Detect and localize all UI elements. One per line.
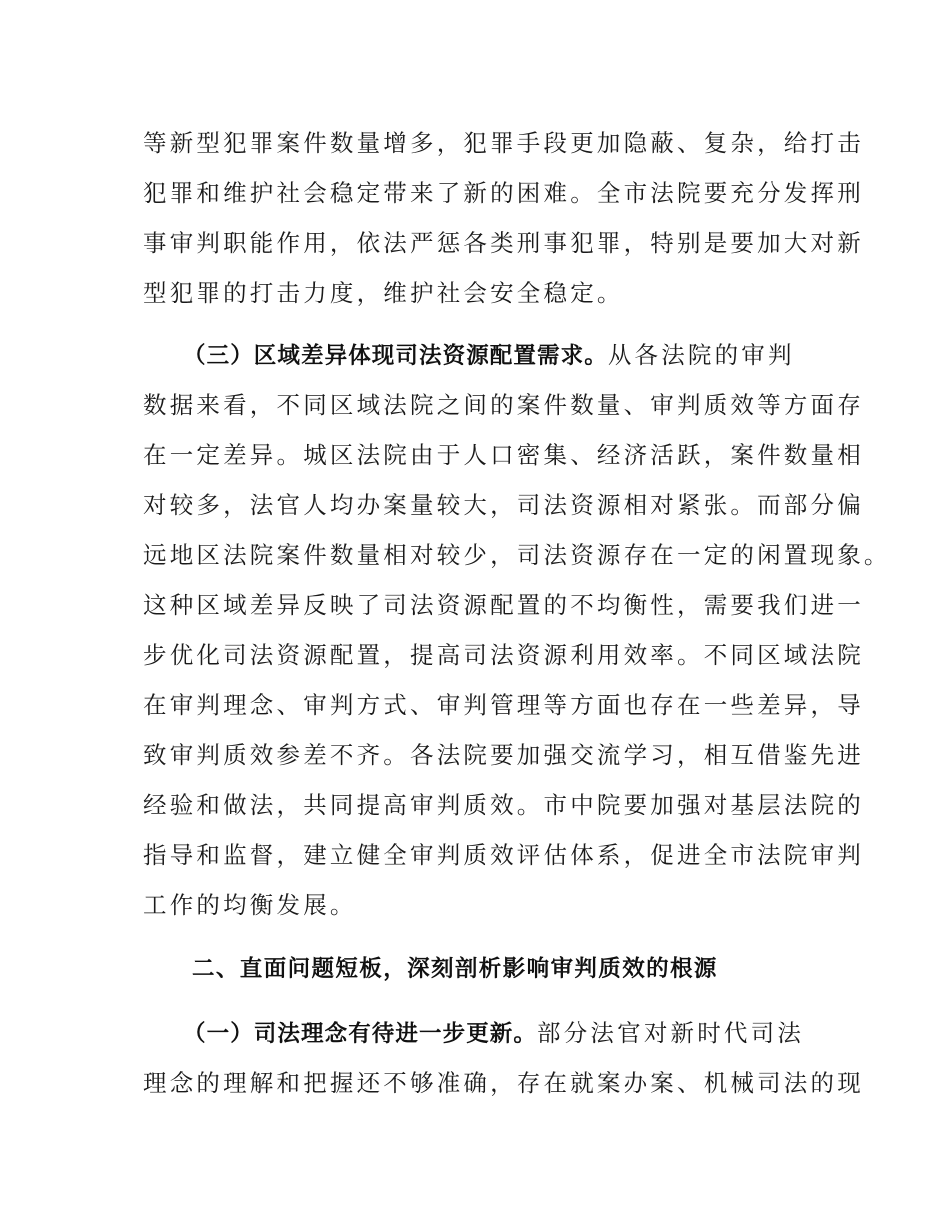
section-heading: 二、直面问题短板，深刻剖析影响审判质效的根源 (192, 956, 718, 982)
paragraph-2-line-10: 经验和做法，共同提高审判质效。市中院要加强对基层法院的 (143, 791, 864, 819)
paragraph-3-first-line (183, 1018, 863, 1048)
paragraph-1-line-4: 型犯罪的打击力度，维护社会安全稳定。 (143, 279, 624, 307)
paragraph-2-line-11: 指导和监督，建立健全审判质效评估体系，促进全市法院审判 (143, 841, 864, 869)
paragraph-2-line-2: 数据来看，不同区域法院之间的案件数量、审判质效等方面存 (143, 391, 864, 419)
paragraph-2-line-3: 在一定差异。城区法院由于人口密集、经济活跃，案件数量相 (143, 441, 864, 469)
paragraph-2-line-9: 致审判质效参差不齐。各法院要加强交流学习，相互借鉴先进 (143, 741, 864, 769)
paragraph-2-line-4: 对较多，法官人均办案量较大，司法资源相对紧张。而部分偏 (143, 491, 864, 519)
paragraph-3-line-2: 理念的理解和把握还不够准确，存在就案办案、机械司法的现 (143, 1069, 864, 1097)
paragraph-2-lead-title: （三）区域差异体现司法资源配置需求。 (183, 343, 608, 369)
paragraph-2-line-7: 步优化司法资源配置，提高司法资源利用效率。不同区域法院 (143, 641, 864, 669)
paragraph-2-line-6: 这种区域差异反映了司法资源配置的不均衡性，需要我们进一 (143, 591, 864, 619)
paragraph-1-line-3: 事审判职能作用，依法严惩各类刑事犯罪，特别是要加大对新 (143, 229, 864, 257)
paragraph-2-first-line-text: 从各法院的审判 (607, 341, 795, 369)
paragraph-2-first-line (183, 340, 863, 370)
paragraph-2-line-12: 工作的均衡发展。 (143, 891, 357, 919)
paragraph-1-line-2: 犯罪和维护社会稳定带来了新的困难。全市法院要充分发挥刑 (143, 179, 864, 207)
paragraph-1-line-1: 等新型犯罪案件数量增多，犯罪手段更加隐蔽、复杂，给打击 (143, 129, 864, 157)
paragraph-2-line-8: 在审判理念、审判方式、审判管理等方面也存在一些差异，导 (143, 691, 864, 719)
paragraph-3-lead-title: （一）司法理念有待进一步更新。 (183, 1021, 538, 1047)
paragraph-3-first-line-text: 部分法官对新时代司法 (537, 1019, 805, 1047)
paragraph-2-line-5: 远地区法院案件数量相对较少，司法资源存在一定的闲置现象。 (143, 541, 891, 569)
